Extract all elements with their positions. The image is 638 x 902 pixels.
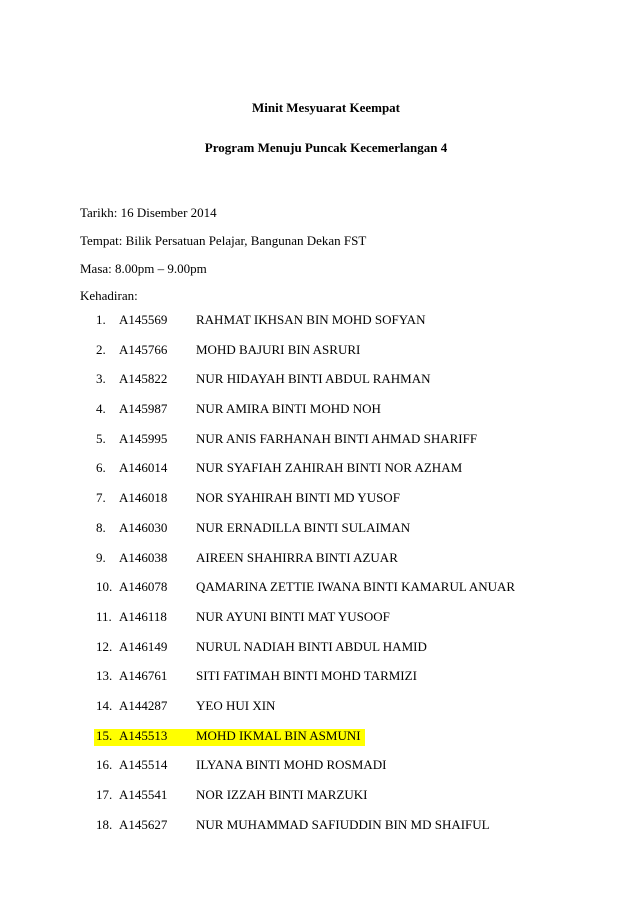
attendee-name: NUR MUHAMMAD SAFIUDDIN BIN MD SHAIFUL [196, 816, 490, 832]
attendee-name: NURUL NADIAH BINTI ABDUL HAMID [196, 638, 427, 654]
attendee-number: 5. [96, 430, 106, 446]
attendee-matric: A146030 [119, 519, 168, 535]
attendee-matric: A146761 [119, 668, 168, 684]
attendee-matric: A145513 [119, 727, 168, 743]
attendance-label: Kehadiran: [80, 288, 138, 303]
list-item [0, 550, 638, 580]
attendee-number: 2. [96, 341, 106, 357]
attendee-number: 16. [96, 757, 113, 773]
list-item [0, 460, 638, 490]
list-item-highlighted [0, 728, 638, 758]
attendee-list [0, 312, 638, 846]
attendee-name: SITI FATIMAH BINTI MOHD TARMIZI [196, 668, 417, 684]
attendee-number: 14. [96, 697, 113, 713]
list-item [0, 609, 638, 639]
attendee-number: 13. [96, 668, 113, 684]
attendee-matric: A145569 [119, 312, 168, 327]
attendee-matric: A146038 [119, 549, 168, 565]
meeting-venue: Tempat: Bilik Persatuan Pelajar, Bangunan Dekan FST [80, 233, 367, 248]
attendee-matric: A146014 [119, 460, 168, 476]
attendee-name: NOR IZZAH BINTI MARZUKI [196, 787, 368, 802]
attendee-number: 1. [96, 312, 106, 327]
attendee-matric: A144287 [119, 697, 168, 713]
list-item [0, 698, 638, 728]
attendee-name: NUR HIDAYAH BINTI ABDUL RAHMAN [196, 371, 431, 387]
document-title: Minit Mesyuarat Keempat [251, 100, 401, 115]
attendee-name: NUR ERNADILLA BINTI SULAIMAN [196, 519, 411, 535]
attendee-name: QAMARINA ZETTIE IWANA BINTI KAMARUL ANUAR [196, 579, 516, 595]
list-item [0, 520, 638, 550]
attendee-matric: A146118 [119, 608, 167, 624]
meeting-time: Masa: 8.00pm – 9.00pm [80, 261, 207, 276]
attendee-name: AIREEN SHAHIRRA BINTI AZUAR [196, 549, 398, 565]
attendee-name: NOR SYAHIRAH BINTI MD YUSOF [196, 490, 400, 506]
attendee-matric: A145995 [119, 430, 168, 446]
attendee-number: 6. [96, 460, 106, 476]
attendee-name: NUR AMIRA BINTI MOHD NOH [196, 401, 381, 417]
list-item [0, 342, 638, 372]
attendee-matric: A145541 [119, 787, 168, 802]
attendee-matric: A145514 [119, 757, 168, 773]
attendee-number: 3. [96, 371, 106, 387]
attendee-name: ILYANA BINTI MOHD ROSMADI [196, 757, 387, 773]
list-item [0, 312, 638, 342]
attendee-number: 4. [96, 401, 106, 417]
attendee-number: 17. [96, 787, 113, 802]
attendee-name: MOHD IKMAL BIN ASMUNI [196, 727, 361, 743]
attendee-number: 15. [96, 727, 113, 743]
meeting-date: Tarikh: 16 Disember 2014 [80, 205, 217, 220]
attendee-name: RAHMAT IKHSAN BIN MOHD SOFYAN [196, 312, 426, 327]
attendee-matric: A145766 [119, 341, 168, 357]
list-item [0, 431, 638, 461]
attendee-name: NUR ANIS FARHANAH BINTI AHMAD SHARIFF [196, 430, 478, 446]
list-item [0, 817, 638, 847]
attendee-number: 7. [96, 490, 106, 506]
document-subtitle: Program Menuju Puncak Kecemerlangan 4 [204, 140, 448, 155]
list-item [0, 787, 638, 817]
list-item [0, 371, 638, 401]
attendee-number: 10. [96, 579, 113, 595]
attendee-matric: A146078 [119, 579, 168, 595]
attendee-number: 11. [96, 608, 112, 624]
attendee-number: 9. [96, 549, 106, 565]
attendee-name: NUR AYUNI BINTI MAT YUSOOF [196, 608, 390, 624]
list-item [0, 639, 638, 669]
attendee-name: NUR SYAFIAH ZAHIRAH BINTI NOR AZHAM [196, 460, 463, 476]
attendee-matric: A146018 [119, 490, 168, 506]
list-item [0, 579, 638, 609]
attendee-number: 8. [96, 519, 106, 535]
attendee-matric: A146149 [119, 638, 168, 654]
attendee-number: 12. [96, 638, 113, 654]
attendee-matric: A145627 [119, 816, 168, 832]
list-item [0, 401, 638, 431]
attendee-matric: A145822 [119, 371, 168, 387]
attendee-name: YEO HUI XIN [196, 697, 276, 713]
list-item [0, 490, 638, 520]
attendee-name: MOHD BAJURI BIN ASRURI [196, 341, 361, 357]
attendee-number: 18. [96, 816, 113, 832]
attendee-matric: A145987 [119, 401, 168, 417]
list-item [0, 668, 638, 698]
list-item [0, 757, 638, 787]
